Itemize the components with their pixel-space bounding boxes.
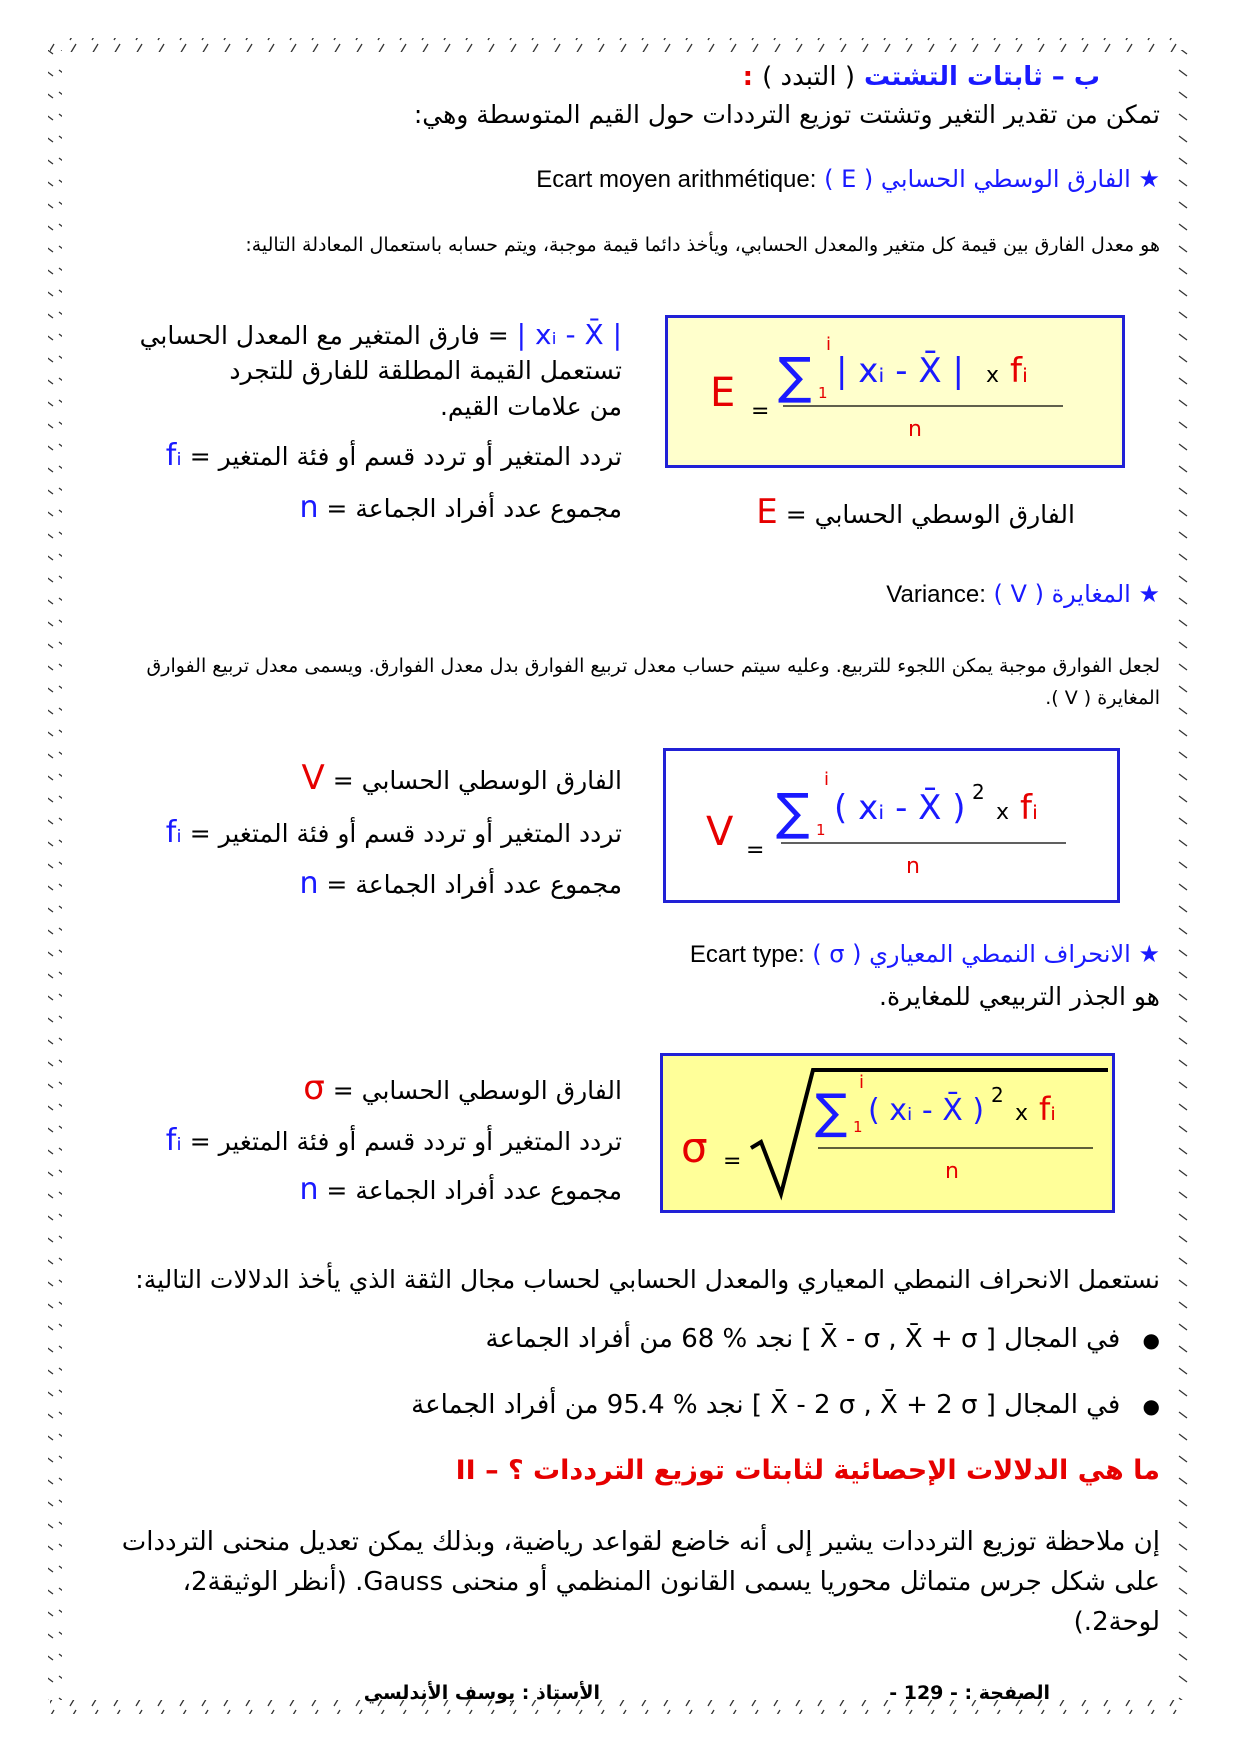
formula-v-power: 2 [972,780,985,804]
formula-sigma-lower: 1 [853,1118,863,1136]
formula-v-numerator: ( xᵢ - X̄ ) [834,788,966,828]
formula-sigma-eq: = [723,1149,742,1174]
section-b-title-main: ب – ثابتات التشتت [864,62,1100,92]
e-text: = الفارق الوسطي الحسابي [785,500,1075,529]
e-definition [655,492,1075,532]
variance-symbol: ( V ) [993,580,1044,608]
n-symbol: n [299,866,319,901]
confidence-bullet-2 [411,1390,1160,1420]
variance-heading [90,580,1160,609]
ecart-moyen-symbol: ( E ) [824,165,874,193]
abs-diff-text: = فارق المتغير مع المعدل الحسابي [139,321,509,350]
variance-title: المغايرة [1051,580,1131,608]
sigma-sum-icon: ∑ [815,1084,848,1140]
n-symbol: n [299,1172,319,1207]
star-icon: ★ [1138,940,1160,968]
sigma-sum-icon: ∑ [776,783,810,841]
ecart-moyen-desc: هو معدل الفارق بين قيمة كل متغير والمعدل الحسابي، ويأخذ دائما قيمة موجبة، ويتم حسابه باستعمال المعادلة التالية: [245,234,1160,256]
formula-sigma-times: x [1015,1101,1029,1126]
ecart-moyen-def-3 [102,490,622,525]
formula-v-fi: fᵢ [1020,788,1039,828]
variance-def-3 [102,866,622,901]
ecart-moyen-def-2 [102,438,622,473]
formula-e [668,318,1122,465]
confidence-bullet-1-text: في المجال [ X̄ - σ , X̄ + σ ] نجد % 68 من أفراد الجماعة [485,1324,1121,1354]
formula-sigma [663,1056,1112,1210]
variance-def-2 [102,815,622,850]
bullet-icon: ● [1142,1328,1160,1352]
formula-e-den: n [908,417,922,442]
formula-sigma-numerator: ( xᵢ - X̄ ) [868,1093,985,1128]
confidence-bullet-2-text: في المجال [ X̄ - 2 σ , X̄ + 2 σ ] نجد % 95.4 من أفراد الجماعة [411,1390,1121,1420]
formula-v-times: x [996,800,1010,825]
star-icon: ★ [1138,165,1160,193]
fi-text: = تردد المتغير أو تردد قسم أو فئة المتغير [189,1127,622,1156]
ecart-moyen-title: الفارق الوسطي الحسابي [880,165,1131,193]
section-b-title [743,62,1100,92]
ecart-moyen-def-1 [102,318,622,351]
formula-v-box [663,748,1120,903]
n-symbol: n [299,490,319,525]
formula-v-lhs: V [706,809,734,855]
formula-sigma-power: 2 [991,1083,1004,1107]
square-root-icon [751,1070,1108,1194]
sigma-sum-icon: ∑ [778,347,812,405]
footer-page-number: الصفحة : - 129 - [889,1682,1050,1704]
variance-fr: :Variance [886,581,986,608]
formula-sigma-den: n [945,1159,959,1184]
confidence-bullet-1 [486,1324,1160,1354]
ecart-type-def-2 [102,1123,622,1158]
ecart-moyen-fr: :Ecart moyen arithmétique [536,166,817,193]
formula-sigma-lhs: σ [681,1123,708,1172]
v-text: = الفارق الوسطي الحسابي [332,766,622,795]
ecart-type-def-3 [102,1172,622,1207]
n-text: = مجموع عدد أفراد الجماعة [326,1176,622,1205]
star-icon: ★ [1138,580,1160,608]
variance-desc: لجعل الفوارق موجبة يمكن اللجوء للتربيع. وعليه سيتم حساب معدل تربيع الفوارق بدل معدل الفوارق. ويسمى معدل تربيع الفوارق المغايرة ( V ). [146,655,1160,709]
formula-e-eq: = [751,399,770,424]
section-b-intro: تمكن من تقدير التغير وتشتت توزيع الترددات حول القيم المتوسطة وهي: [413,100,1160,129]
sigma-text: = الفارق الوسطي الحسابي [332,1076,622,1105]
section-ii-title: II – ما هي الدلالات الإحصائية لثابتات توزيع الترددات ؟ [455,1455,1160,1486]
ecart-type-fr: :Ecart type [689,941,805,968]
formula-e-fi: fᵢ [1010,351,1029,391]
formula-sigma-upper: i [859,1072,865,1093]
v-symbol: V [301,758,325,798]
section-b-title-paren: ( التبدد ) [762,62,855,92]
formula-e-lhs: E [710,370,736,416]
section-ii-para: إن ملاحظة توزيع الترددات يشير إلى أنه خاضع لقواعد رياضية، وبذلك يمكن تعديل منحنى الترددات على شكل جرس متماثل محوريا يسمى القانون المنظمي أو منحنى Gauss. (أنظر الوثيقة2، لوحة2.) [121,1527,1160,1637]
ecart-type-heading [90,940,1160,969]
ecart-type-def-1 [102,1068,622,1108]
formula-v-lower: 1 [816,821,826,839]
footer-author: الأستاذ : يوسف الأندلسي [363,1682,600,1704]
fi-text: = تردد المتغير أو تردد قسم أو فئة المتغير [189,819,622,848]
section-b-title-colon: : [742,62,754,92]
formula-v-upper: i [824,769,830,790]
fi-text: = تردد المتغير أو تردد قسم أو فئة المتغير [189,442,622,471]
ecart-moyen-def-1-cont: تستعمل القيمة المطلقة للفارق للتجرد من علامات القيم. [229,356,622,421]
formula-e-box [665,315,1125,468]
sigma-symbol: σ [303,1068,325,1108]
ecart-moyen-heading [90,165,1160,194]
formula-sigma-box [660,1053,1115,1213]
formula-sigma-fi: fᵢ [1039,1090,1056,1128]
formula-v [666,751,1117,900]
abs-diff-symbol: | xᵢ - X̄ | [516,318,622,351]
ecart-type-desc: هو الجذر التربيعي للمغايرة. [879,982,1160,1011]
formula-e-times: x [986,363,1000,388]
n-text: = مجموع عدد أفراد الجماعة [326,494,622,523]
fi-symbol: fᵢ [165,815,182,850]
formula-e-upper: i [826,334,832,355]
variance-def-1 [102,758,622,798]
formula-v-eq: = [746,838,765,863]
formula-v-den: n [906,854,920,879]
bullet-icon: ● [1142,1394,1160,1418]
formula-e-lower: 1 [818,384,828,402]
fi-symbol: fᵢ [165,438,182,473]
e-symbol: E [756,492,778,532]
confidence-intro: نستعمل الانحراف النمطي المعياري والمعدل الحسابي لحساب مجال الثقة الذي يأخذ الدلالات التالية: [135,1265,1160,1294]
n-text: = مجموع عدد أفراد الجماعة [326,870,622,899]
ecart-type-title: الانحراف النمطي المعياري [869,940,1131,968]
fi-symbol: fᵢ [165,1123,182,1158]
formula-e-numerator: | xᵢ - X̄ | [836,351,964,391]
ecart-type-symbol: ( σ ) [812,940,862,968]
